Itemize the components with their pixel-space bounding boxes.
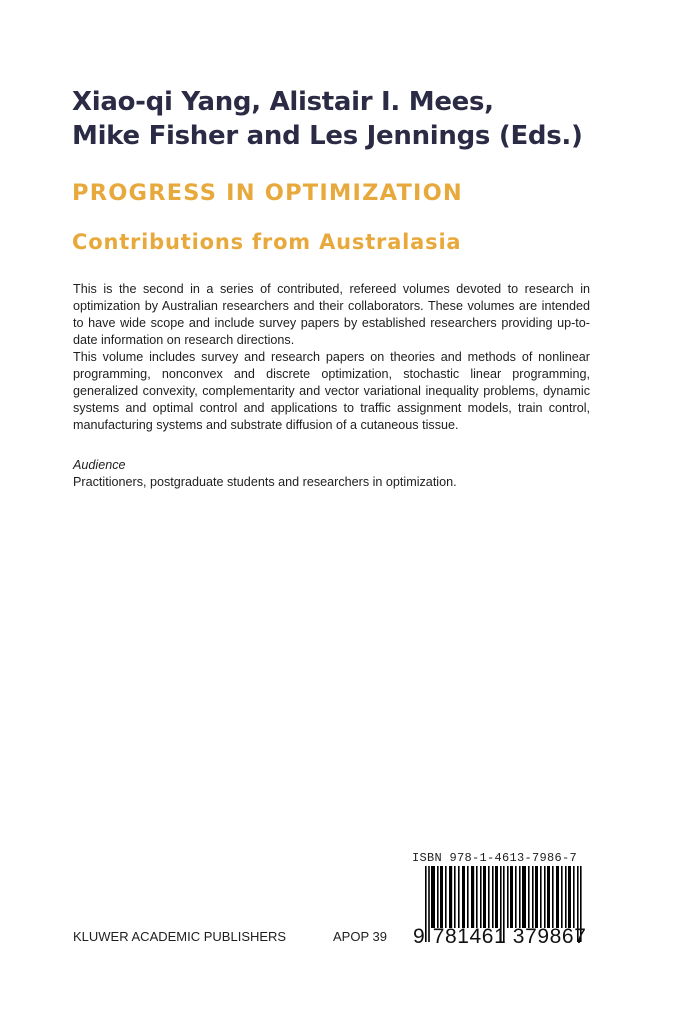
barcode-digits bbox=[413, 925, 586, 949]
barcode-first-digit: 9 bbox=[413, 925, 425, 948]
audience-text: Practitioners, postgraduate students and researchers in optimization. bbox=[73, 475, 457, 489]
isbn-label: ISBN 978-1-4613-7986-7 bbox=[412, 851, 578, 865]
barcode-number: 781461 379867 bbox=[432, 925, 587, 948]
authors-line-1: Xiao-qi Yang, Alistair I. Mees, bbox=[72, 87, 494, 117]
publisher-name: KLUWER ACADEMIC PUBLISHERS bbox=[73, 929, 287, 944]
audience-section bbox=[73, 457, 457, 491]
description-paragraph-2: This volume includes survey and research papers on theories and methods of nonlinear programming, nonconvex and discrete optimization, stochastic linear programming, generalized convexity, complementarity and vector variational inequality problems, dynamic systems and optimal control and applications to traffic assignment models, train control, manufacturing systems and substrate diffusion of a cutaneous tissue. bbox=[73, 350, 590, 432]
audience-label: Audience bbox=[73, 458, 126, 472]
authors-line-2: Mike Fisher and Les Jennings (Eds.) bbox=[72, 121, 583, 151]
book-subtitle: Contributions from Australasia bbox=[72, 230, 462, 254]
description bbox=[73, 281, 590, 434]
series-code: APOP 39 bbox=[333, 929, 387, 944]
book-title: PROGRESS IN OPTIMIZATION bbox=[72, 180, 463, 206]
description-paragraph-1: This is the second in a series of contributed, refereed volumes devoted to research in optimization by Australian researchers and their collaborators. These volumes are intended to have wide scope and include survey papers by established researchers providing up-to-date information on research directions. bbox=[73, 282, 590, 347]
authors bbox=[72, 85, 583, 153]
